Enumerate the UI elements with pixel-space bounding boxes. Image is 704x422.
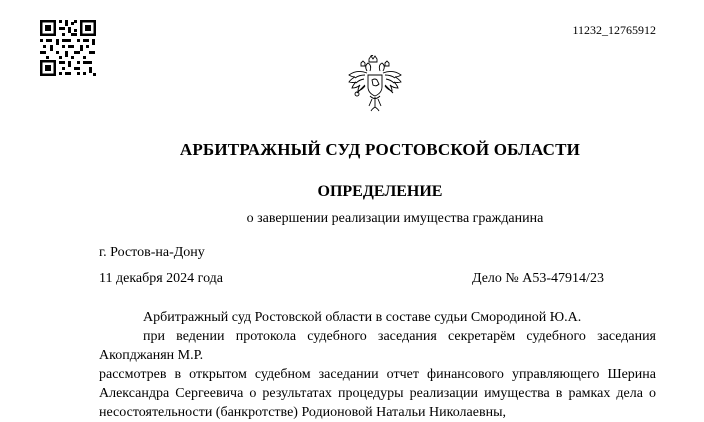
court-name-heading: АРБИТРАЖНЫЙ СУД РОСТОВСКОЙ ОБЛАСТИ [179, 140, 581, 159]
paragraph-report-line1: рассмотрев в открытом судебном заседании отчет финансового управляющего Шерина [99, 367, 656, 382]
paragraph-report-line2: Александра Сергеевича о результатах процедуры реализации имущества в рамках дела о [99, 386, 656, 401]
document-id: 11232_12765912 [572, 23, 656, 37]
document-subject: о завершении реализации имущества гражданина [246, 211, 544, 226]
coat-of-arms-emblem [345, 55, 405, 113]
city: г. Ростов-на-Дону [99, 245, 205, 260]
paragraph-court-composition: Арбитражный суд Ростовской области в составе судьи Смородиной Ю.А. [143, 310, 582, 325]
qr-code [38, 18, 98, 78]
paragraph-protocol-line2: Акопджанян М.Р. [99, 348, 204, 363]
case-number: Дело № А53-47914/23 [472, 271, 604, 286]
paragraph-report-line3: несостоятельности (банкротстве) Родионовой Натальи Николаевны, [99, 405, 506, 420]
document-body [99, 308, 656, 422]
document-type-heading: ОПРЕДЕЛЕНИЕ [317, 183, 443, 200]
decision-date: 11 декабря 2024 года [99, 271, 224, 286]
paragraph-protocol-line1: при ведении протокола судебного заседания секретарём судебного заседания [143, 329, 656, 344]
